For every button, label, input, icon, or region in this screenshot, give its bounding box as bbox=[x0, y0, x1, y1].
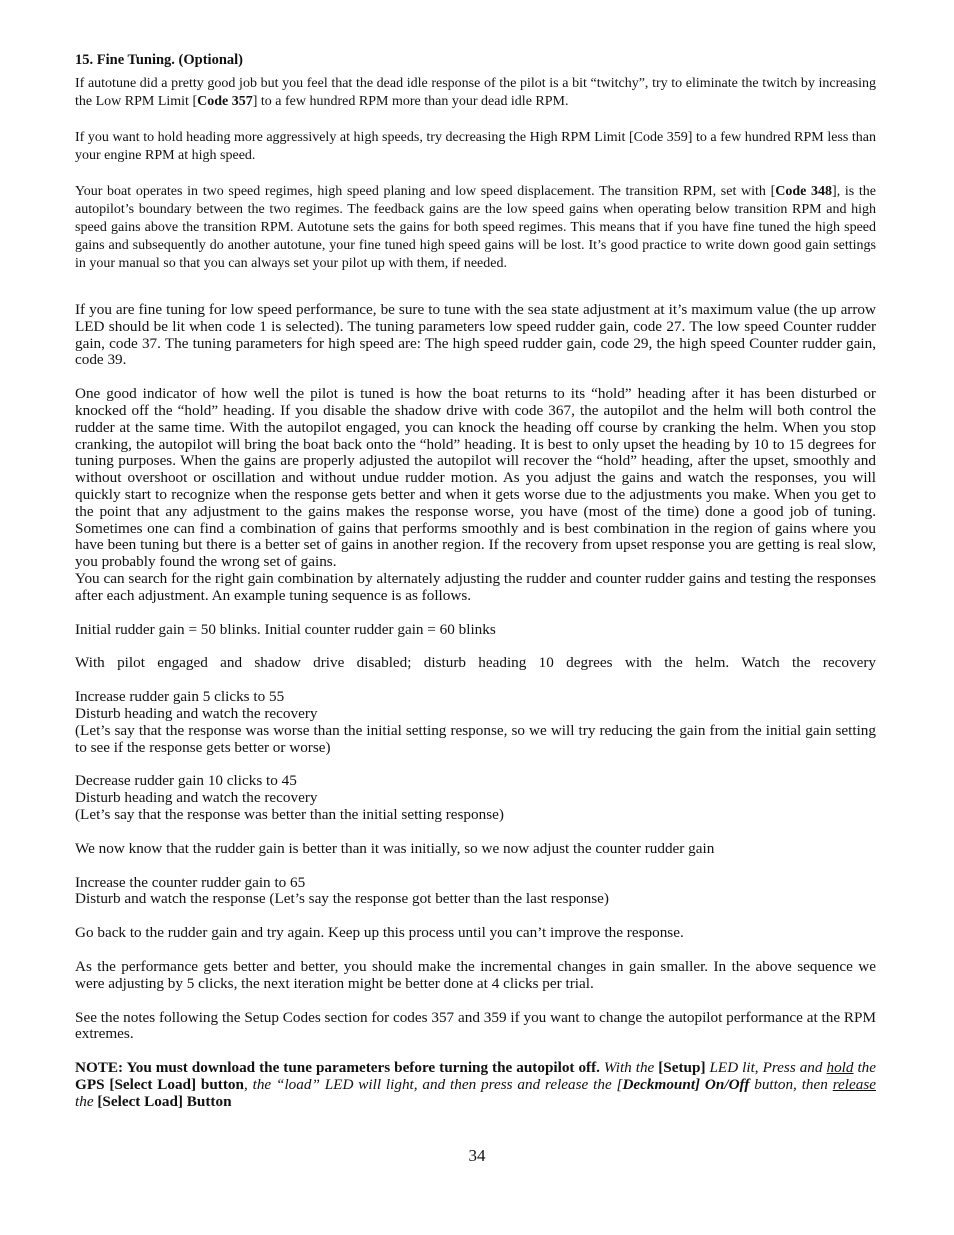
paragraph-disturb-heading: With pilot engaged and shadow drive disabled; disturb heading 10 degrees with the helm. Watch the recovery bbox=[75, 654, 876, 672]
step-line: Decrease rudder gain 10 clicks to 45 bbox=[75, 772, 297, 790]
paragraph-repeat-process: Go back to the rudder gain and try again. Keep up this process until you can’t improve the response. bbox=[75, 924, 684, 942]
text-run: With the bbox=[599, 1059, 659, 1077]
text-run: and bbox=[795, 1059, 827, 1077]
note-download-tune-parameters bbox=[75, 1060, 876, 1110]
page-number: 34 bbox=[468, 1146, 486, 1165]
paragraph-initial-gains: Initial rudder gain = 50 blinks. Initial counter rudder gain = 60 blinks bbox=[75, 620, 496, 638]
paragraph-incremental-changes: As the performance gets better and better, you should make the incremental changes in gain smaller. In the above sequence we were adjusting by 5 clicks, the next iteration might be better done at 4 clicks per trial. bbox=[75, 957, 876, 992]
text-run: ] to a few hundred RPM more than your dead idle RPM. bbox=[252, 94, 569, 109]
text-run: the bbox=[75, 1092, 98, 1110]
step-increase-counter-rudder bbox=[75, 875, 876, 909]
text-run: button, then bbox=[749, 1075, 833, 1093]
paragraph-low-speed-tuning: If you are fine tuning for low speed performance, be sure to tune with the sea state adjustment at it’s maximum value (the up arrow LED should be lit when code 1 is selected). The tuning parameters low speed rudder gain, code 27. The low speed Counter rudder gain, code 37. The tuning parameters for high speed are: The high speed rudder gain, code 29, the high speed Counter rudder gain, code 39. bbox=[75, 301, 876, 369]
step-line: Disturb heading and watch the recovery bbox=[75, 704, 318, 722]
text-run: Press bbox=[762, 1059, 796, 1077]
step-line: (Let’s say that the response was better than the initial setting response) bbox=[75, 805, 504, 823]
text-run: ], is the autopilot’s boundary between the two regimes. The feedback gains are the low speed gains when operating below transition RPM and high speed gains above the transition RPM. Autotune sets the gains for both speed regimes. This means that if you have fine tuned the high speed gains and subsequently do another autotune, your fine tuned high speed gains will be lost. It’s good practice to write down good gain settings in your manual so that you can always set your pilot up with them, if needed. bbox=[75, 184, 876, 271]
step-line: Disturb heading and watch the recovery bbox=[75, 789, 318, 807]
text-run: Your boat operates in two speed regimes, high speed planing and low speed displacement. The transition RPM, set with [ bbox=[75, 184, 776, 199]
step-line: (Let’s say that the response was worse than the initial setting response, so we will try reducing the gain from the initial gain setting to see if the response gets better or worse) bbox=[75, 721, 876, 756]
paragraph-high-rpm-limit: If you want to hold heading more aggressively at high speeds, try decreasing the High RPM Limit [Code 359] to a few hundred RPM less than your engine RPM at high speed. bbox=[75, 130, 876, 163]
document-page bbox=[75, 52, 876, 1110]
text-run: If autotune did a pretty good job but you feel that the dead idle response of the pilot is a bit “twitchy”, try to eliminate the twitch by increasing the Low RPM Limit [ bbox=[75, 76, 876, 109]
paragraph-setup-codes-notes: See the notes following the Setup Codes section for codes 357 and 359 if you want to change the autopilot performance at the RPM extremes. bbox=[75, 1008, 876, 1043]
setup-button-label: [Setup] bbox=[658, 1059, 706, 1077]
emphasis-hold: hold bbox=[826, 1059, 854, 1077]
code-reference: Code 357 bbox=[197, 94, 253, 109]
step-line: Disturb and watch the response (Let’s say the response got better than the last response) bbox=[75, 890, 609, 908]
step-increase-rudder-gain bbox=[75, 689, 876, 756]
step-line: Increase the counter rudder gain to 65 bbox=[75, 873, 306, 891]
text-run: , bbox=[754, 1059, 763, 1077]
gps-select-load-button-label: GPS [Select Load] button bbox=[75, 1075, 244, 1093]
section-heading: 15. Fine Tuning. (Optional) bbox=[75, 52, 244, 68]
step-line: Increase rudder gain 5 clicks to 55 bbox=[75, 688, 285, 706]
paragraph-adjust-counter-rudder: We now know that the rudder gain is better than it was initially, so we now adjust the counter rudder gain bbox=[75, 839, 715, 857]
code-reference: Code 348 bbox=[775, 184, 833, 199]
text-run: LED lit bbox=[705, 1059, 755, 1077]
text-run: the bbox=[853, 1059, 877, 1077]
paragraph-speed-regimes bbox=[75, 183, 876, 273]
paragraph-gain-search: You can search for the right gain combination by alternately adjusting the rudder and counter rudder gains and testing the responses after each adjustment. An example tuning sequence is as follows. bbox=[75, 569, 876, 604]
select-load-button-label: [Select Load] Button bbox=[97, 1092, 232, 1110]
note-lead: NOTE: You must download the tune parameters before turning the autopilot off. bbox=[75, 1059, 600, 1077]
step-decrease-rudder-gain bbox=[75, 773, 876, 823]
text-run: , the “load” LED will light, and then press and release the [ bbox=[243, 1075, 623, 1093]
emphasis-release: release bbox=[832, 1075, 876, 1093]
deckmount-on-off-button-label: Deckmount] On/Off bbox=[622, 1075, 750, 1093]
paragraph-low-rpm-limit bbox=[75, 75, 876, 111]
paragraph-hold-heading-indicator: One good indicator of how well the pilot is tuned is how the boat returns to its “hold” heading after it has been disturbed or knocked off the “hold” heading. If you disable the shadow drive with code 367, the autopilot and the helm will both control the rudder at the same time. With the autopilot engaged, you can knock the heading off course by cranking the helm. When you stop cranking, the autopilot will bring the boat back onto the “hold” heading. It is best to only upset the heading by 10 to 15 degrees for tuning purposes. When the gains are properly adjusted the autopilot will recover the “hold” heading, after the upset, smoothly and without overshoot or oscillation and without undue rudder motion. As you adjust the gains and watch the responses, you will quickly start to recognize when the response gets better and when it gets worse due to the adjustments you make. When you get to the point that any adjustment to the gains makes the response worse, you have (most of the time) done a good job of tuning. Sometimes one can find a combination of gains that performs smoothly and is best combination in the region of gains where you have been tuning but there is a better set of gains in another region. If the recovery from upset response you are getting is real slow, you probably found the wrong set of gains. bbox=[75, 385, 876, 571]
